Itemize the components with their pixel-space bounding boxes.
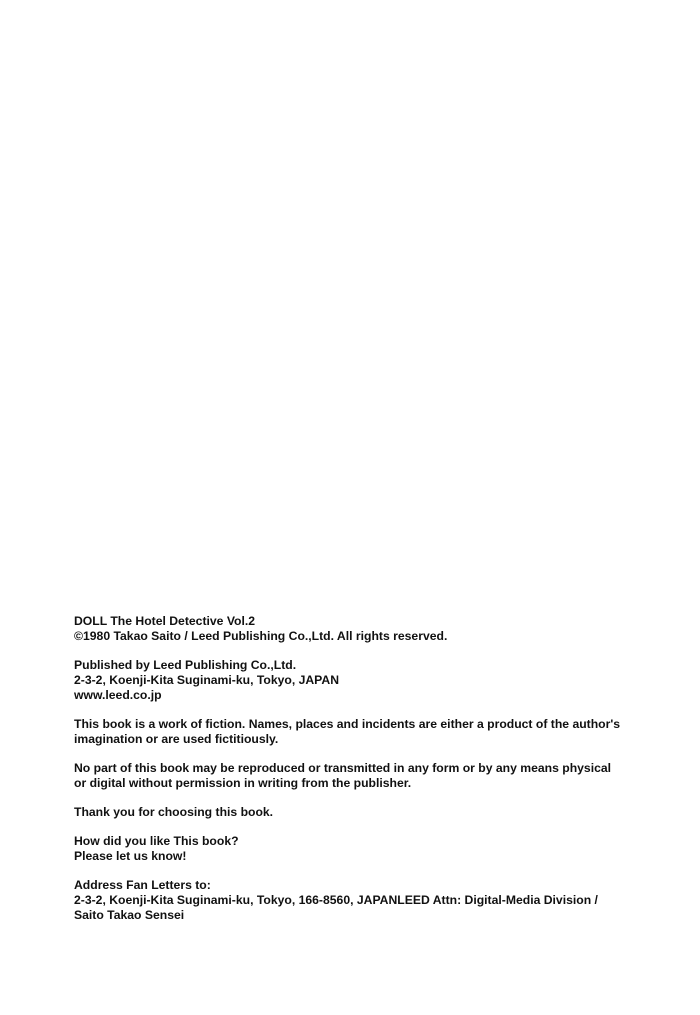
fiction-notice-line-1: This book is a work of fiction. Names, places and incidents are either a product of the author's xyxy=(74,717,621,731)
fan-letters-address-line-2: Saito Takao Sensei xyxy=(74,908,185,922)
copyright-block xyxy=(74,614,634,644)
fan-letters-heading: Address Fan Letters to: xyxy=(74,878,211,892)
fan-letters-address-line-1: 2-3-2, Koenji-Kita Suginami-ku, Tokyo, 166-8560, JAPANLEED Attn: Digital-Media Division / xyxy=(74,893,598,907)
book-title: DOLL The Hotel Detective Vol.2 xyxy=(74,614,256,628)
publisher-name: Published by Leed Publishing Co.,Ltd. xyxy=(74,658,297,672)
reproduction-notice-line-1: No part of this book may be reproduced or transmitted in any form or by any means physical xyxy=(74,761,612,775)
fiction-notice xyxy=(74,717,634,747)
thanks-text: Thank you for choosing this book. xyxy=(74,805,274,819)
publisher-block xyxy=(74,658,634,703)
publisher-address: 2-3-2, Koenji-Kita Suginami-ku, Tokyo, JAPAN xyxy=(74,673,339,687)
reproduction-notice xyxy=(74,761,634,791)
feedback-question: How did you like This book? xyxy=(74,834,239,848)
fiction-notice-line-2: imagination or are used fictitiously. xyxy=(74,732,279,746)
fan-letters-block xyxy=(74,878,634,923)
copyright-line: ©1980 Takao Saito / Leed Publishing Co.,Ltd. All rights reserved. xyxy=(74,629,448,643)
thanks-block xyxy=(74,805,634,820)
colophon-text xyxy=(74,614,634,937)
reproduction-notice-line-2: or digital without permission in writing from the publisher. xyxy=(74,776,412,790)
feedback-request: Please let us know! xyxy=(74,849,187,863)
feedback-block xyxy=(74,834,634,864)
publisher-website: www.leed.co.jp xyxy=(74,688,162,702)
